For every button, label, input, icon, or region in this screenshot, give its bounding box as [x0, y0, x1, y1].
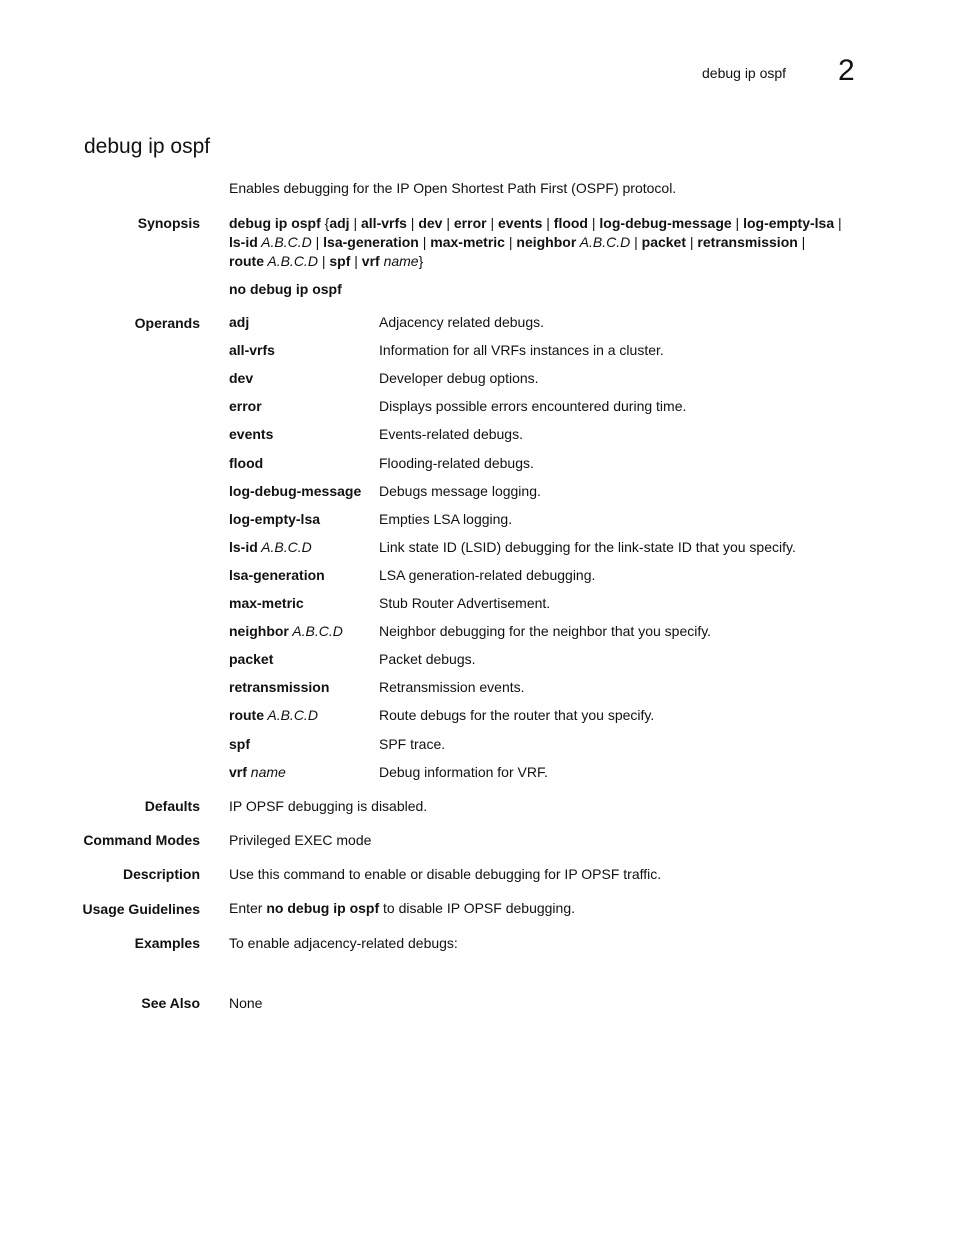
see-also-label: See Also [141, 995, 200, 1011]
operand-argument: A.B.C.D [288, 623, 343, 639]
operand-argument: A.B.C.D [257, 539, 312, 555]
operand-description: Events-related debugs. [379, 426, 523, 442]
synopsis-separator: | [418, 234, 431, 250]
operand-keyword: ls-id [229, 539, 258, 555]
operand-name-adj [229, 314, 249, 330]
operand-name-error [229, 398, 262, 414]
examples-text: To enable adjacency-related debugs: [229, 935, 458, 951]
defaults-text: IP OPSF debugging is disabled. [229, 798, 428, 814]
usage-text-after: to disable IP OPSF debugging. [379, 900, 575, 916]
synopsis-keyword: log-empty-lsa [743, 215, 835, 231]
synopsis-separator: | [317, 253, 330, 269]
usage-guidelines-text [229, 900, 575, 916]
synopsis-separator: { [320, 215, 330, 231]
operand-description: Adjacency related debugs. [379, 314, 544, 330]
synopsis-keyword: neighbor [516, 234, 577, 250]
operand-name-log-debug-message [229, 483, 361, 499]
operand-keyword: log-debug-message [229, 483, 362, 499]
operand-description: Debug information for VRF. [379, 764, 548, 780]
operand-name-log-empty-lsa [229, 511, 320, 527]
operand-name-lsa-generation [229, 567, 325, 583]
operand-description: Stub Router Advertisement. [379, 595, 551, 611]
synopsis-line-2 [229, 233, 805, 252]
synopsis-separator: } [418, 253, 424, 269]
synopsis-keyword: max-metric [430, 234, 505, 250]
usage-guidelines-label: Usage Guidelines [82, 901, 200, 917]
operand-keyword: route [229, 707, 264, 723]
operand-description: SPF trace. [379, 736, 446, 752]
operand-description: Route debugs for the router that you specify. [379, 707, 655, 723]
synopsis-line-1 [229, 214, 842, 233]
synopsis-label: Synopsis [137, 215, 200, 231]
operand-name-route [229, 707, 318, 723]
page-title: debug ip ospf [84, 135, 211, 158]
synopsis-separator: | [686, 234, 698, 250]
operand-keyword: packet [229, 651, 274, 667]
command-modes-label: Command Modes [83, 832, 200, 848]
operand-description: Link state ID (LSID) debugging for the link-state ID that you specify. [379, 539, 796, 555]
operand-keyword: vrf [229, 764, 247, 780]
synopsis-separator: | [349, 215, 361, 231]
operand-keyword: dev [229, 370, 254, 386]
operand-keyword: flood [229, 455, 264, 471]
defaults-label: Defaults [144, 798, 200, 814]
synopsis-keyword: packet [641, 234, 686, 250]
operand-description: LSA generation-related debugging. [379, 567, 596, 583]
operand-name-packet [229, 651, 273, 667]
operand-description: Packet debugs. [379, 651, 476, 667]
operand-name-vrf [229, 764, 286, 780]
operand-name-spf [229, 736, 250, 752]
operand-keyword: events [229, 426, 274, 442]
running-header-title: debug ip ospf [702, 65, 787, 81]
synopsis-argument: A.B.C.D [257, 234, 312, 250]
command-modes-text: Privileged EXEC mode [229, 832, 372, 848]
usage-command: no debug ip ospf [266, 900, 380, 916]
synopsis-keyword: vrf [361, 253, 380, 269]
operand-keyword: spf [229, 736, 250, 752]
operand-description: Displays possible errors encountered during time. [379, 398, 687, 414]
operand-keyword: all-vrfs [229, 342, 275, 358]
operand-description: Neighbor debugging for the neighbor that you specify. [379, 623, 712, 639]
synopsis-separator: | [486, 215, 498, 231]
operand-argument: name [246, 764, 286, 780]
see-also-text: None [229, 995, 263, 1011]
operand-keyword: neighbor [229, 623, 289, 639]
synopsis-keyword: events [498, 215, 543, 231]
operand-keyword: error [229, 398, 262, 414]
synopsis-no-form: no debug ip ospf [229, 281, 342, 297]
operand-name-max-metric [229, 595, 304, 611]
operand-keyword: retransmission [229, 679, 330, 695]
operand-description: Debugs message logging. [379, 483, 541, 499]
operand-description: Flooding-related debugs. [379, 455, 534, 471]
synopsis-separator: | [442, 215, 454, 231]
operand-name-events [229, 426, 273, 442]
synopsis-separator: | [542, 215, 554, 231]
synopsis-argument: name [379, 253, 419, 269]
intro-text: Enables debugging for the IP Open Shortest Path First (OSPF) protocol. [229, 180, 677, 196]
synopsis-keyword: all-vrfs [361, 215, 407, 231]
operand-description: Retransmission events. [379, 679, 525, 695]
description-label: Description [122, 866, 200, 882]
synopsis-keyword: spf [329, 253, 351, 269]
synopsis-separator: | [406, 215, 419, 231]
synopsis-separator: | [834, 215, 842, 231]
synopsis-keyword: log-debug-message [599, 215, 732, 231]
description-text: Use this command to enable or disable debugging for IP OPSF traffic. [229, 866, 662, 882]
synopsis-keyword: lsa-generation [323, 234, 419, 250]
operand-keyword: max-metric [229, 595, 304, 611]
synopsis-keyword: dev [418, 215, 443, 231]
synopsis-keyword: debug ip ospf [229, 215, 321, 231]
operands-label: Operands [134, 315, 200, 331]
operand-keyword: log-empty-lsa [229, 511, 321, 527]
operand-name-retransmission [229, 679, 329, 695]
synopsis-separator: | [630, 234, 642, 250]
synopsis-keyword: retransmission [697, 234, 798, 250]
examples-label: Examples [134, 935, 200, 951]
operand-name-all-vrfs [229, 342, 275, 358]
synopsis-argument: A.B.C.D [576, 234, 631, 250]
usage-text-before: Enter [229, 900, 267, 916]
operand-description: Information for all VRFs instances in a cluster. [379, 342, 664, 358]
operand-keyword: adj [229, 314, 250, 330]
operand-description: Empties LSA logging. [379, 511, 513, 527]
operand-name-ls-id [229, 539, 312, 555]
synopsis-keyword: error [453, 215, 487, 231]
operand-name-flood [229, 455, 263, 471]
synopsis-argument: A.B.C.D [264, 253, 318, 269]
operand-description: Developer debug options. [379, 370, 539, 386]
synopsis-separator: | [504, 234, 517, 250]
synopsis-separator: | [588, 215, 600, 231]
synopsis-keyword: ls-id [229, 234, 258, 250]
operand-keyword: lsa-generation [229, 567, 325, 583]
chapter-number: 2 [838, 54, 855, 87]
synopsis-line-3 [229, 252, 423, 271]
synopsis-separator: | [350, 253, 362, 269]
operand-argument: A.B.C.D [264, 707, 318, 723]
synopsis-separator: | [797, 234, 806, 250]
synopsis-separator: | [731, 215, 744, 231]
synopsis-keyword: route [229, 253, 264, 269]
synopsis-keyword: adj [329, 215, 350, 231]
synopsis-separator: | [311, 234, 324, 250]
operand-name-neighbor [229, 623, 343, 639]
synopsis-keyword: flood [553, 215, 588, 231]
operand-name-dev [229, 370, 253, 386]
